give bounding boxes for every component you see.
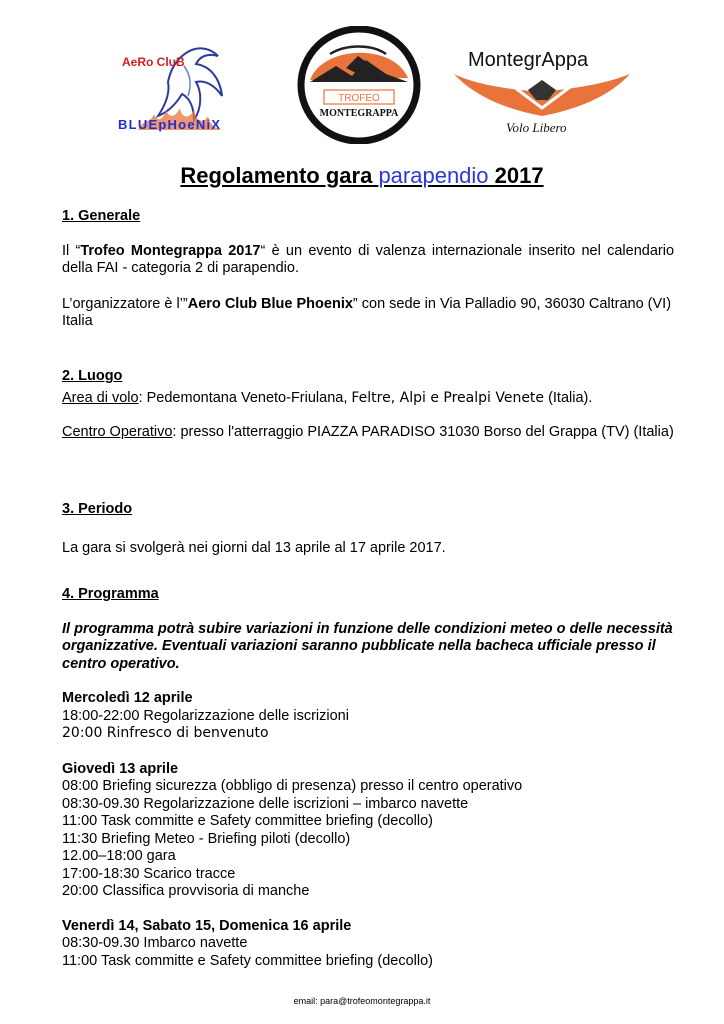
aeroclub-logo [110,38,240,138]
footer-email[interactable]: email: para@trofeomontegrappa.it [293,996,431,1006]
program-day [62,918,674,971]
montegrappa-text: MontegrAppa [468,49,589,71]
aeroclub-text-top: AeRo CluB [122,55,185,69]
program-day [62,761,674,901]
program-day [62,690,674,743]
day-title: Mercoledì 12 aprile [62,690,193,706]
schedule-item: 12.00–18:00 gara [62,848,176,864]
montegrappa-sub: Volo Libero [506,120,567,135]
luogo-centro: Centro Operativo: presso l'atterraggio PIAZZA PARADISO 31030 Borso del Grappa (TV) (Italia) [62,424,674,440]
title-year: 2017 [494,163,544,188]
schedule-item: 18:00-22:00 Regolarizzazione delle iscrizioni [62,707,349,724]
aeroclub-text-bottom: BLUEpHoeNiX [118,117,220,132]
schedule-item: 20:00 Classifica provvisoria di manche [62,883,310,899]
title-prefix: Regolamento gara [180,163,373,188]
day-title: Giovedì 13 aprile [62,760,179,777]
schedule-item: 20:00 Rinfresco di benvenuto [62,725,269,741]
schedule-item: 11:00 Task committe e Safety committee briefing (decollo) [62,813,433,829]
heading-generale: 1. Generale [62,208,141,224]
heading-luogo: 2. Luogo [62,368,123,384]
day-title: Venerdì 14, Sabato 15, Domenica 16 aprile [62,917,352,934]
heading-programma: 4. Programma [62,586,159,602]
schedule-item: 11:30 Briefing Meteo - Briefing piloti (decollo) [62,830,351,847]
periodo-text: La gara si svolgerà nei giorni dal 13 aprile al 17 aprile 2017. [62,539,446,556]
title-link[interactable]: parapendio [378,163,489,188]
schedule-item: 08:00 Briefing sicurezza (obbligo di presenza) presso il centro operativo [62,778,523,794]
schedule-item: 08:30-09.30 Regolarizzazione delle iscrizioni – imbarco navette [62,795,469,812]
schedule-item: 11:00 Task committe e Safety committee briefing (decollo) [62,952,433,969]
trofeo-logo [296,26,422,144]
document-title [0,163,724,189]
section-periodo [62,501,674,557]
generale-paragraph-2: L’organizzatore è l’”Aero Club Blue Phoenix” con sede in Via Palladio 90, 36030 Caltrano (VI) Italia [62,295,672,329]
heading-periodo: 3. Periodo [62,501,133,517]
schedule-item: 08:30-09.30 Imbarco navette [62,935,248,951]
generale-paragraph-1: Il “Trofeo Montegrappa 2017“ è un evento di valenza internazionale inserito nel calendario della FAI - categoria 2 di parapendio. [62,242,675,276]
schedule-item: 17:00-18:30 Scarico tracce [62,865,236,882]
section-programma [62,586,674,970]
section-generale [62,208,674,331]
luogo-area: Area di volo: Pedemontana Veneto-Friulana, Feltre, Alpi e Prealpi Venete (Italia). [62,389,593,406]
header-logos [0,26,724,146]
trofeo-text: TROFEO [338,93,380,104]
section-luogo [62,368,674,442]
trofeo-subtext: MONTEGRAPPA [319,108,399,119]
programma-note: Il programma potrà subire variazioni in funzione delle condizioni meteo o delle necessità organizzative. Eventuali variazioni saranno pubblicate nella bacheca ufficiale presso il centro operativo. [62,620,673,672]
montegrappa-logo [448,38,638,138]
